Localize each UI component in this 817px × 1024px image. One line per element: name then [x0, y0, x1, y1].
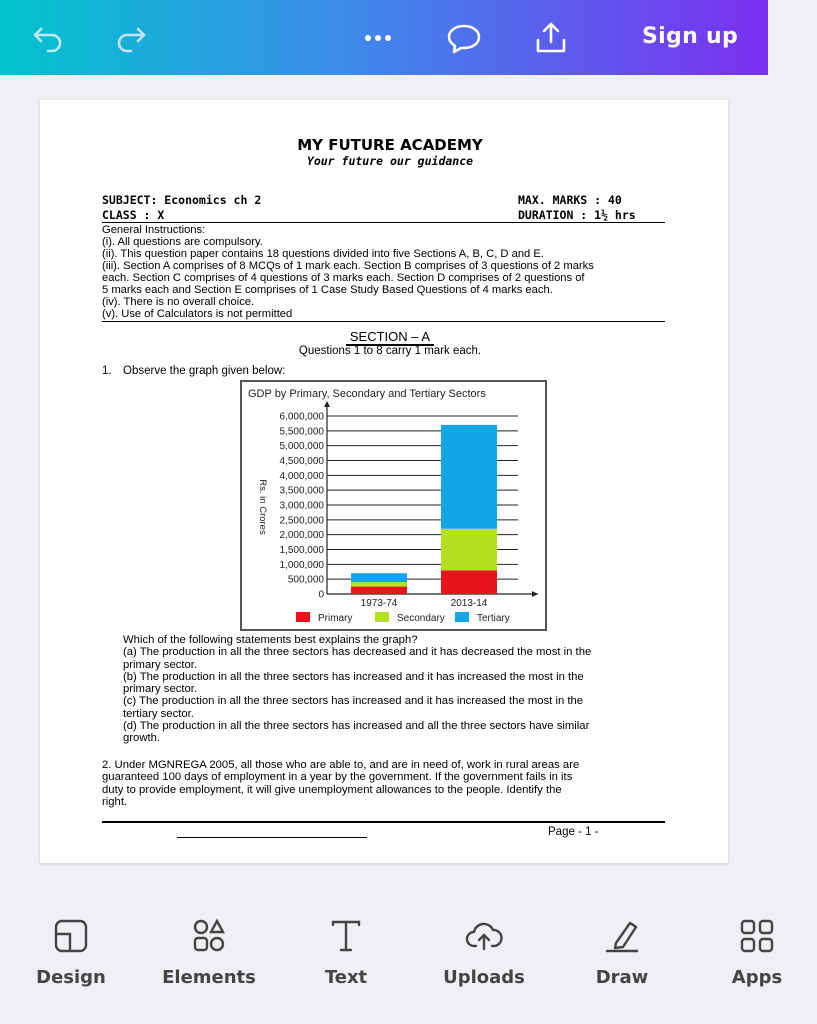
bar-tertiary [441, 425, 497, 529]
q1-text: Observe the graph given below: [123, 365, 286, 377]
tool-text[interactable] [286, 917, 406, 988]
gdp-chart [240, 380, 547, 631]
tool-uploads[interactable] [424, 917, 544, 988]
elements-icon [190, 917, 228, 955]
q2-line: guaranteed 100 days of employment in a year by the government. If the government fails in its [102, 771, 573, 784]
y-axis-label: Rs. in Crores [257, 479, 268, 535]
instruction-line: each. Section C comprises of 4 questions of 3 marks each. Section D comprises of 2 questions of [102, 272, 585, 284]
tool-label: Elements [162, 967, 256, 988]
divider [102, 321, 665, 322]
q1-options [123, 634, 713, 745]
bottom-toolbar [0, 895, 783, 1024]
q1-option-line: (d) The production in all the three sectors has increased and all the three sectors have similar [123, 720, 590, 733]
tool-draw[interactable] [562, 917, 682, 988]
doc-max-marks: MAX. MARKS : 40 [518, 193, 622, 207]
instruction-line: (ii). This question paper contains 18 questions divided into five Sections A, B, C, D and E. [102, 248, 544, 260]
y-tick-label: 5,000,000 [279, 441, 324, 453]
bar-secondary [441, 529, 497, 571]
legend-swatch [455, 612, 469, 622]
text-icon [327, 917, 365, 955]
page-number: Page - 1 - [548, 826, 599, 838]
legend-label: Primary [318, 613, 353, 624]
more-icon[interactable] [358, 18, 398, 58]
q2-line: right. [102, 795, 128, 808]
q1-option-line: tertiary sector. [123, 707, 194, 720]
y-tick-label: 1,500,000 [279, 545, 324, 556]
instruction-line: (iii). Section A comprises of 8 MCQs of 1 mark each. Section B comprises of 3 questions of 2 marks [102, 260, 594, 272]
q1-option-line: growth. [123, 732, 161, 745]
y-tick-label: 3,500,000 [279, 485, 324, 497]
doc-tagline: Your future our guidance [306, 154, 474, 168]
undo-icon[interactable] [28, 18, 68, 58]
q1-option-line: primary sector. [123, 658, 198, 671]
q2-text [102, 759, 579, 808]
q1-option-line: primary sector. [123, 683, 198, 696]
x-axis-arrow [532, 591, 538, 597]
y-axis-arrow [324, 401, 330, 407]
y-tick-label: 4,000,000 [279, 470, 324, 482]
x-tick-label: 1973-74 [360, 598, 398, 609]
doc-class: CLASS : X [102, 208, 165, 222]
q2-line: duty to provide employment, it will give unemployment allowances to the people. Identify the [102, 783, 562, 796]
tool-label: Text [324, 967, 368, 988]
apps-icon [738, 917, 776, 955]
doc-duration: DURATION : 1½ hrs [518, 208, 636, 222]
y-tick-label: 3,000,000 [279, 500, 324, 512]
section-title [40, 329, 740, 346]
instruction-line: (v). Use of Calculators is not permitted [102, 308, 293, 320]
section-title-text: SECTION – A [346, 330, 434, 346]
q1-option-line: (b) The production in all the three sectors has increased and it has increased the most in the [123, 670, 584, 683]
y-tick-label: 0 [318, 589, 324, 601]
chart-title: GDP by Primary, Secondary and Tertiary Sectors [248, 388, 486, 400]
instruction-line: General Instructions: [102, 224, 206, 236]
footer-line [177, 837, 367, 838]
legend-label: Tertiary [477, 613, 510, 624]
instruction-line: (iv). There is no overall choice. [102, 296, 255, 308]
section-subtitle: Questions 1 to 8 carry 1 mark each. [298, 345, 482, 357]
share-icon[interactable] [531, 18, 571, 58]
tool-label: Draw [595, 967, 649, 988]
y-tick-label: 2,500,000 [279, 515, 324, 527]
q1-number: 1. [102, 365, 112, 377]
y-tick-label: 2,000,000 [279, 530, 324, 542]
tool-label: Design [36, 967, 106, 988]
bar-primary [351, 587, 407, 594]
bar-primary [441, 570, 497, 594]
y-tick-label: 500,000 [287, 574, 324, 586]
comment-icon[interactable] [444, 18, 484, 58]
y-tick-label: 4,500,000 [279, 456, 324, 467]
legend-label: Secondary [397, 613, 445, 624]
q1-option-line: (a) The production in all the three sectors has decreased and it has decreased the most in the [123, 646, 592, 659]
y-tick-label: 1,000,000 [279, 559, 324, 571]
doc-subject: SUBJECT: Economics ch 2 [102, 193, 262, 207]
sign-up-button[interactable]: Sign up [642, 24, 738, 49]
x-tick-label: 2013-14 [450, 598, 488, 609]
tool-apps[interactable] [697, 917, 817, 988]
redo-icon[interactable] [111, 18, 151, 58]
bar-secondary [351, 582, 407, 586]
tool-label: Apps [731, 967, 783, 988]
draw-icon [603, 917, 641, 955]
q1-option-line: Which of the following statements best explains the graph? [123, 634, 418, 646]
q1-option-line: (c) The production in all the three sectors has increased and it has increased the most in the [123, 695, 584, 708]
legend-swatch [296, 612, 310, 622]
document-content [40, 100, 728, 863]
footer-divider [102, 821, 665, 823]
tool-label: Uploads [443, 967, 525, 988]
y-tick-label: 6,000,000 [279, 411, 324, 423]
design-icon [52, 917, 90, 955]
y-tick-label: 5,500,000 [279, 426, 324, 438]
divider [102, 222, 665, 223]
doc-title: MY FUTURE ACADEMY [297, 136, 483, 154]
bar-tertiary [351, 573, 407, 582]
instruction-line: (i). All questions are compulsory. [102, 236, 263, 248]
tool-design[interactable] [11, 917, 131, 988]
chart-svg [242, 382, 545, 629]
document-page[interactable] [40, 100, 728, 863]
top-toolbar [0, 0, 768, 75]
general-instructions [102, 224, 702, 320]
legend-swatch [375, 612, 389, 622]
q2-line: 2. Under MGNREGA 2005, all those who are able to, and are in need of, work in rural areas are [102, 759, 580, 771]
tool-elements[interactable] [149, 917, 269, 988]
instruction-line: 5 marks each and Section E comprises of 1 Case Study Based Questions of 4 marks each. [102, 284, 553, 296]
uploads-icon [465, 917, 503, 955]
